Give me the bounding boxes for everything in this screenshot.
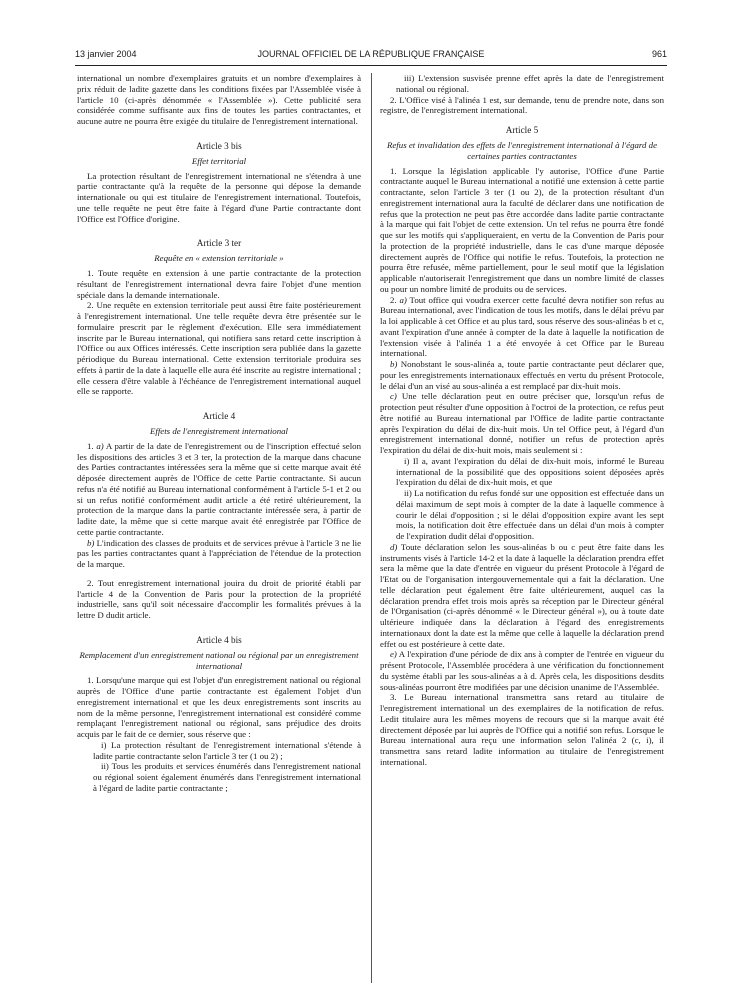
subparagraph-letter: d)	[390, 541, 398, 552]
right-column	[380, 73, 664, 988]
paragraph-text: L'indication des classes de produits et de services prévue à l'article 3 ne lie pas les parties contractantes quant à l'appréciation de l'étendue de la protection de la marque.	[77, 537, 361, 569]
list-item: i) Il a, avant l'expiration du délai de dix-huit mois, informé le Bureau international de la possibilité que des oppositions soient déposées après l'expiration du délai de dix-huit mois, et que	[396, 455, 664, 488]
list-item: i) La protection résultant de l'enregistrement international s'étende à ladite partie contractante selon l'article 3 ter (1 ou 2) ;	[93, 739, 361, 761]
paragraph-text: Nonobstant le sous-alinéa a, toute partie contractante peut déclarer que, pour les enregistrements internationaux effectués en vertu du présent Protocole, le délai d'un an visé au sous-alinéa a est remplacé par dix-huit mois.	[380, 359, 664, 391]
subparagraph-letter: a)	[96, 440, 104, 451]
article-heading: Article 5	[505, 125, 539, 135]
paragraph: 2. Tout enregistrement international jouira du droit de priorité établi par l'article 4 de la Convention de Paris pour la protection de la propriété industrielle, sans qu'il soit nécessaire d'accomplir les formalités prévues à la lettre D dudit article.	[77, 577, 361, 620]
header-rule	[75, 65, 667, 66]
paragraph: 1. Lorsque la législation applicable l'y autorise, l'Office d'une Partie contractante auquel le Bureau international a notifié une extension à cette partie contractante, selon l'article 3 ter (1 ou 2), de la protection résultant d'un enregistrement international aura la faculté de déclarer dans une notification de refus que la protection ne peut pas être accordée dans ladite partie contractante à la marque qui fait l'objet de cette extension. Un tel refus ne pourra être fondé que sur les motifs qui s'appliqueraient, en vertu de la Convention de Paris pour la protection de la propriété industrielle, dans le cas d'une marque déposée directement auprès de l'Office qui notifie le refus. Toutefois, la protection ne pourra être refusée, même partiellement, pour le seul motif que la législation applicable n'autoriserait l'enregistrement que dans un nombre limité de classes ou pour un nombre limité de produits ou de services.	[380, 165, 664, 294]
paragraph-text: Toute déclaration selon les sous-alinéas b ou c peut être faite dans les instruments visés à l'article 14-2 et la date à laquelle la déclaration prendra effet sera la même que la date d'entrée en vigueur du présent Protocole à l'égard de l'Etat ou de l'organisation intergouvernementale qui a fait la déclaration. Une telle déclaration peut également être faite ultérieurement, auquel cas la déclaration prendra effet trois mois après sa réception par le Directeur général de l'Organisation (ci-après dénommé « le Directeur général »), ou à toute date ultérieure indiquée dans la déclaration à l'égard des enregistrements internationaux dont la date est la même que celle à laquelle la déclaration prend effet ou est postérieure à cette date.	[380, 541, 664, 649]
subparagraph-letter: b)	[87, 537, 95, 548]
article-heading: Article 4 bis	[196, 634, 242, 645]
paragraph-number: 2.	[390, 294, 400, 305]
journal-title: JOURNAL OFFICIEL DE LA RÉPUBLIQUE FRANÇAISE	[257, 49, 485, 59]
column-separator	[371, 73, 372, 983]
paragraph: La protection résultant de l'enregistrement international ne s'étendra à une partie contractante qu'à la requête de la personne qui dépose la demande internationale ou qui est titulaire de l'enregistrement international. Toutefois, une telle requête ne peut être faite à l'égard d'une Partie contractante dont l'Office est l'Office d'origine.	[77, 170, 361, 224]
paragraph: international un nombre d'exemplaires gratuits et un nombre d'exemplaires à prix réduit de ladite gazette dans les conditions fixées par l'Assemblée visée à l'article 10 (ci-après dénommée « l'Assemblée »). Cette publicité sera considérée comme suffisante aux fins de toutes les parties contractantes, et aucune autre ne pourra être exigée du titulaire de l'enregistrement international.	[77, 73, 361, 126]
paragraph: 2. L'Office visé à l'alinéa 1 est, sur demande, tenu de prendre note, dans son registre, de l'enregistrement international.	[380, 94, 664, 116]
paragraph	[77, 441, 361, 538]
list-item: ii) La notification du refus fondé sur une opposition est effectuée dans un délai maximum de sept mois à compter de la date à laquelle commence à courir le délai d'opposition ; si le délai d'opposition expire avant les sept mois, la notification doit être effectuée dans un délai d'un mois à compter de l'expiration dudit délai d'opposition.	[396, 488, 664, 541]
list-item: ii) Tous les produits et services énumérés dans l'enregistrement national ou régional soient également énumérés dans l'enregistrement international à l'égard de ladite partie contractante ;	[93, 761, 361, 793]
article-heading: Article 3 bis	[196, 140, 242, 151]
paragraph: 3. Le Bureau international transmettra sans retard au titulaire de l'enregistrement international un des exemplaires de la notification de refus. Ledit titulaire aura les mêmes moyens de recours que si la marque avait été directement déposée par lui auprès de l'Office qui a notifié son refus. Lorsque le Bureau international aura reçu une information selon l'alinéa 2 (c, i), il transmettra sans retard ladite information au titulaire de l'enregistrement international.	[380, 692, 664, 767]
subparagraph-letter: c)	[390, 391, 397, 402]
article-subheading: Requête en « extension territoriale »	[154, 253, 284, 264]
article-heading: Article 4	[202, 411, 236, 421]
subparagraph-letter: b)	[390, 359, 398, 369]
paragraph	[380, 295, 664, 360]
page-number: 961	[651, 49, 667, 59]
article-subheading: Effet territorial	[191, 155, 247, 166]
paragraph	[380, 391, 664, 456]
article-subheading: Effets de l'enregistrement international	[149, 426, 289, 436]
article-heading: Article 3 ter	[196, 238, 242, 249]
left-column	[77, 73, 361, 988]
paragraph-text: Une telle déclaration peut en outre préciser que, lorsqu'un refus de protection peut résulter d'une opposition à l'octroi de la protection, ce refus peut être notifié au Bureau international par l'Office de ladite partie contractante après l'expiration du délai de dix-huit mois. Un tel Office peut, à l'égard d'un enregistrement international donné, notifier un refus de protection après l'expiration du délai de dix-huit mois, mais seulement si :	[380, 391, 664, 455]
subparagraph-letter: a)	[399, 294, 407, 305]
paragraph-number: 1.	[87, 440, 97, 451]
header-date: 13 janvier 2004	[75, 49, 137, 59]
paragraph	[380, 359, 664, 391]
paragraph: 1. Toute requête en extension à une partie contractante de la protection résultant de l'enregistrement international devra faire l'objet d'une mention spéciale dans la demande internationale.	[77, 268, 361, 300]
article-subheading: Refus et invalidation des effets de l'enregistrement international à l'égard de certaines parties contractantes	[386, 140, 658, 161]
paragraph-text: A partir de la date de l'enregistrement ou de l'inscription effectué selon les dispositions des articles 3 et 3 ter, la protection de la marque dans chacune des Parties contractantes intéressées sera la même que si cette marque avait été déposée directement auprès de l'Office de cette Partie contractante. Si aucun refus n'a été notifié au Bureau international conformément à l'article 5-1 et 2 ou si un refus notifié conformément audit article a été retiré ultérieurement, la protection de la marque dans la partie contractante intéressée sera, à partir de ladite date, la même que si cette marque avait été enregistrée par l'Office de cette partie contractante.	[77, 440, 361, 537]
paragraph-text: A l'expiration d'une période de dix ans à compter de l'entrée en vigueur du présent Protocole, l'Assemblée procédera à une vérification du fonctionnement du système établi par les sous-alinéas a à d. Après cela, les dispositions desdits sous-alinéas pourront être modifiées par une décision unanime de l'Assemblée.	[380, 649, 664, 692]
subparagraph-letter: e)	[390, 649, 397, 660]
paragraph	[380, 649, 664, 692]
page-header	[75, 49, 667, 63]
article-subheading: Remplacement d'un enregistrement national ou régional par un enregistrement international	[79, 649, 359, 671]
paragraph: 2. Une requête en extension territoriale peut aussi être faite postérieurement à l'enregistrement international. Une telle requête devra être présentée sur le formulaire prescrit par le règlement d'exécution. Elle sera immédiatement inscrite par le Bureau international, qui notifiera sans retard cette inscription à l'Office ou aux Offices intéressés. Cette inscription sera publiée dans la gazette périodique du Bureau international. Cette extension territoriale produira ses effets à partir de la date à laquelle elle aura été inscrite au registre international ; elle cessera d'être valable à l'échéance de l'enregistrement international auquel elle se rapporte.	[77, 300, 361, 397]
paragraph-text: Tout office qui voudra exercer cette faculté devra notifier son refus au Bureau international, avec l'indication de tous les motifs, dans le délai prévu par la loi applicable à cet Office et au plus tard, sous réserve des sous-alinéas b et c, avant l'expiration d'une année à compter de la date à laquelle la notification de l'extension visée à l'alinéa 1 a été envoyée à cet Office par le Bureau international.	[380, 294, 664, 359]
list-item: iii) L'extension susvisée prenne effet après la date de l'enregistrement national ou régional.	[396, 73, 664, 94]
paragraph	[380, 542, 664, 650]
paragraph: 1. Lorsqu'une marque qui est l'objet d'un enregistrement national ou régional auprès de l'Office d'une partie contractante est également l'objet d'un enregistrement international et que les deux enregistrements sont inscrits au nom de la même personne, l'enregistrement international est considéré comme remplaçant l'enregistrement national ou régional, sans préjudice des droits acquis par le fait de ce dernier, sous réserve que :	[77, 675, 361, 739]
paragraph	[77, 538, 361, 570]
